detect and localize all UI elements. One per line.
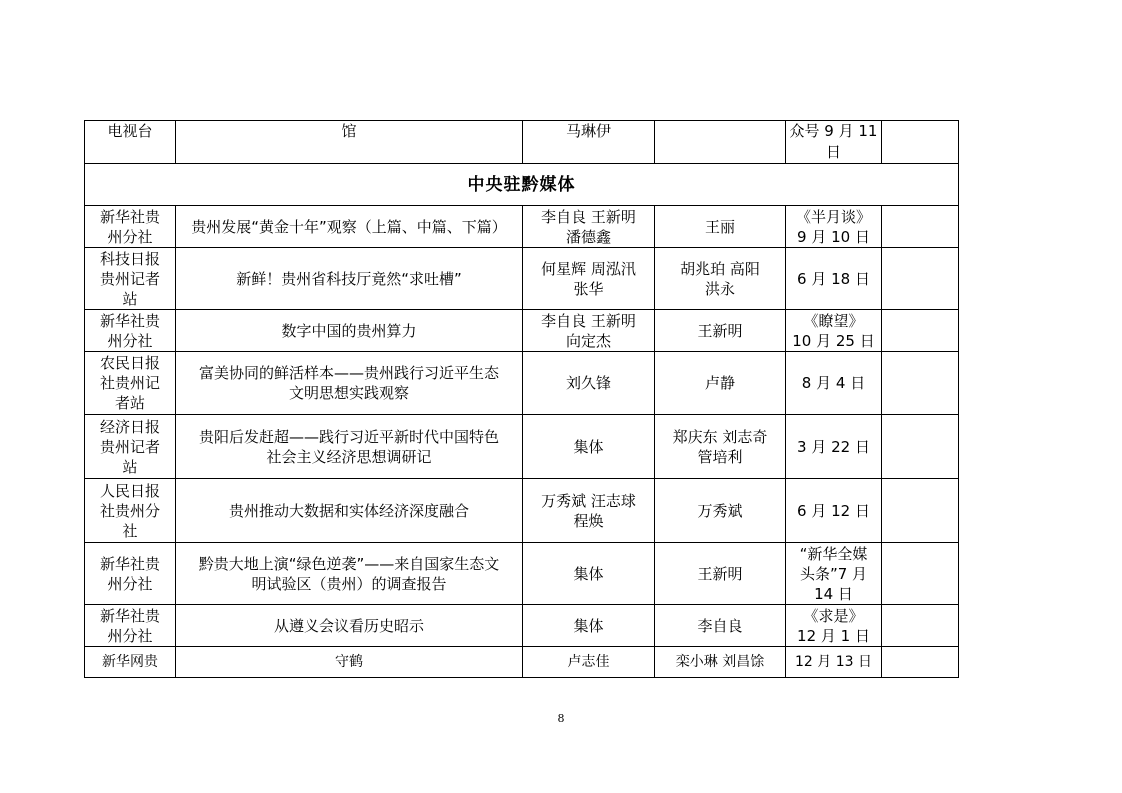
authors-text: 万秀斌 汪志球 [541,491,636,510]
title-text: 贵州推动大数据和实体经济深度融合 [228,501,469,520]
continued-row [85,121,959,164]
page-number: 8 [557,712,565,725]
published-cell [786,248,882,310]
table-row [85,206,959,248]
authors-text: 张华 [573,279,604,298]
published-text: 《求是》 [803,606,864,625]
editors-cell [655,352,786,415]
extra-cell [882,543,959,605]
unit-cell: 电视台 [85,121,176,164]
authors-cell [523,543,655,605]
unit-text: 州分社 [107,331,153,350]
title-cell [176,415,523,479]
extra-cell [882,121,959,164]
title-text: 从遵义会议看历史昭示 [273,616,424,635]
table-row [85,605,959,647]
unit-text: 站 [122,457,138,476]
authors-text: 李自良 王新明 [541,207,636,226]
published-cell [786,310,882,352]
published-text: 14 日 [814,584,853,603]
unit-text: 人民日报 [99,481,160,500]
authors-text: 刘久锋 [565,374,611,392]
title-cell [176,206,523,248]
title-cell [176,647,523,678]
editors-text: 王丽 [704,217,735,236]
authors-text: 李自良 王新明 [541,311,636,330]
authors-cell [523,206,655,248]
title-text: 黔贵大地上演“绿色逆袭”——来自国家生态文 [198,554,500,573]
published-text: 《半月谈》 [795,207,871,226]
editors-text: 栾小琳 刘昌馀 [675,654,765,670]
authors-cell [523,352,655,415]
authors-cell [523,605,655,647]
unit-text: 农民日报 [99,354,160,372]
editors-text: 卢静 [704,374,735,392]
unit-cell [85,647,176,678]
table-row [85,310,959,352]
table-row [85,479,959,543]
table-row [85,352,959,415]
title-text: 贵阳后发赶超——践行习近平新时代中国特色 [198,427,499,446]
editors-cell [655,206,786,248]
editors-text: 郑庆东 刘志奇 [672,427,768,446]
title-cell [176,310,523,352]
title-text: 明试验区（贵州）的调查报告 [251,574,447,593]
published-text: 12 月 1 日 [797,626,870,645]
published-text: 《瞭望》 [803,311,864,330]
editors-cell [655,605,786,647]
authors-text: 集体 [573,564,604,583]
extra-cell [882,352,959,415]
unit-text: 贵州记者 [99,437,160,456]
title-text: 新鲜！贵州省科技厅竟然“求吐槽” [236,269,462,288]
unit-text: 社 [122,521,138,540]
title-text: 数字中国的贵州算力 [281,321,417,340]
section-header-row [85,164,959,206]
editors-text: 王新明 [697,564,743,583]
table-row [85,543,959,605]
authors-text: 潘德鑫 [565,227,611,246]
editors-cell [655,647,786,678]
authors-text: 卢志佳 [567,654,610,670]
unit-text: 者站 [114,394,145,412]
unit-cell [85,479,176,543]
unit-text: 新华社贵 [99,311,160,330]
extra-cell [882,310,959,352]
unit-text: 贵州记者 [99,269,160,288]
authors-cell [523,479,655,543]
unit-cell [85,248,176,310]
authors-cell [523,310,655,352]
title-text: 富美协同的鲜活样本——贵州践行习近平生态 [198,364,499,382]
unit-text: 州分社 [107,626,153,645]
authors-cell: 马琳伊 [523,121,655,164]
title-text: 守鹤 [335,654,363,670]
extra-cell [882,479,959,543]
authors-cell [523,415,655,479]
published-text: 8 月 4 日 [801,374,866,392]
title-cell [176,543,523,605]
awards-table [84,120,959,678]
authors-text: 集体 [573,616,604,635]
unit-text: 新华网贵 [102,654,158,670]
extra-cell [882,248,959,310]
title-cell [176,352,523,415]
unit-cell [85,605,176,647]
unit-text: 州分社 [107,574,153,593]
published-text: 头条”7 月 [799,564,868,583]
published-text: “新华全媒 [799,544,868,563]
title-cell: 馆 [176,121,523,164]
unit-cell [85,206,176,248]
authors-cell [523,647,655,678]
authors-cell [523,248,655,310]
unit-cell [85,415,176,479]
editors-cell [655,479,786,543]
authors-text: 向定杰 [565,331,611,350]
editors-text: 万秀斌 [697,501,743,520]
editors-text: 洪永 [704,279,735,298]
title-cell [176,605,523,647]
editors-cell [655,543,786,605]
title-cell [176,479,523,543]
title-text: 社会主义经济思想调研记 [266,447,432,466]
unit-text: 新华社贵 [99,207,160,226]
published-text: 3 月 22 日 [797,437,870,456]
title-text: 文明思想实践观察 [288,384,409,402]
extra-cell [882,647,959,678]
editors-cell [655,310,786,352]
published-cell [786,605,882,647]
title-text: 贵州发展“黄金十年”观察（上篇、中篇、下篇） [191,217,507,236]
unit-text: 新华社贵 [99,606,160,625]
unit-text: 社贵州记 [99,374,160,392]
published-cell [786,479,882,543]
published-cell [786,206,882,248]
published-cell: 众号 9 月 11 日 [786,121,882,164]
awards-table-body [85,121,959,678]
published-cell [786,352,882,415]
table-row [85,647,959,678]
published-text: 9 月 10 日 [797,227,870,246]
editors-text: 管培利 [697,447,743,466]
unit-cell [85,543,176,605]
extra-cell [882,605,959,647]
published-text: 6 月 12 日 [797,501,870,520]
section-header: 中央驻黔媒体 [85,164,959,206]
unit-text: 经济日报 [99,417,160,436]
editors-cell [655,415,786,479]
published-text: 6 月 18 日 [797,269,870,288]
published-text: 10 月 25 日 [792,331,875,350]
unit-text: 社贵州分 [99,501,160,520]
unit-cell [85,310,176,352]
title-cell [176,248,523,310]
unit-text: 科技日报 [99,249,160,268]
published-text: 12 月 13 日 [795,654,872,670]
extra-cell [882,206,959,248]
unit-cell [85,352,176,415]
editors-text: 李自良 [697,616,743,635]
authors-text: 集体 [573,437,604,456]
table-row [85,248,959,310]
unit-text: 州分社 [107,227,153,246]
editors-cell [655,121,786,164]
authors-text: 何星辉 周泓汛 [541,259,636,278]
published-cell [786,647,882,678]
table-row [85,415,959,479]
extra-cell [882,415,959,479]
authors-text: 程焕 [573,511,604,530]
unit-text: 站 [122,289,138,308]
unit-text: 新华社贵 [99,554,160,573]
editors-cell [655,248,786,310]
editors-text: 王新明 [697,321,743,340]
published-cell [786,543,882,605]
published-cell [786,415,882,479]
editors-text: 胡兆珀 高阳 [680,259,760,278]
